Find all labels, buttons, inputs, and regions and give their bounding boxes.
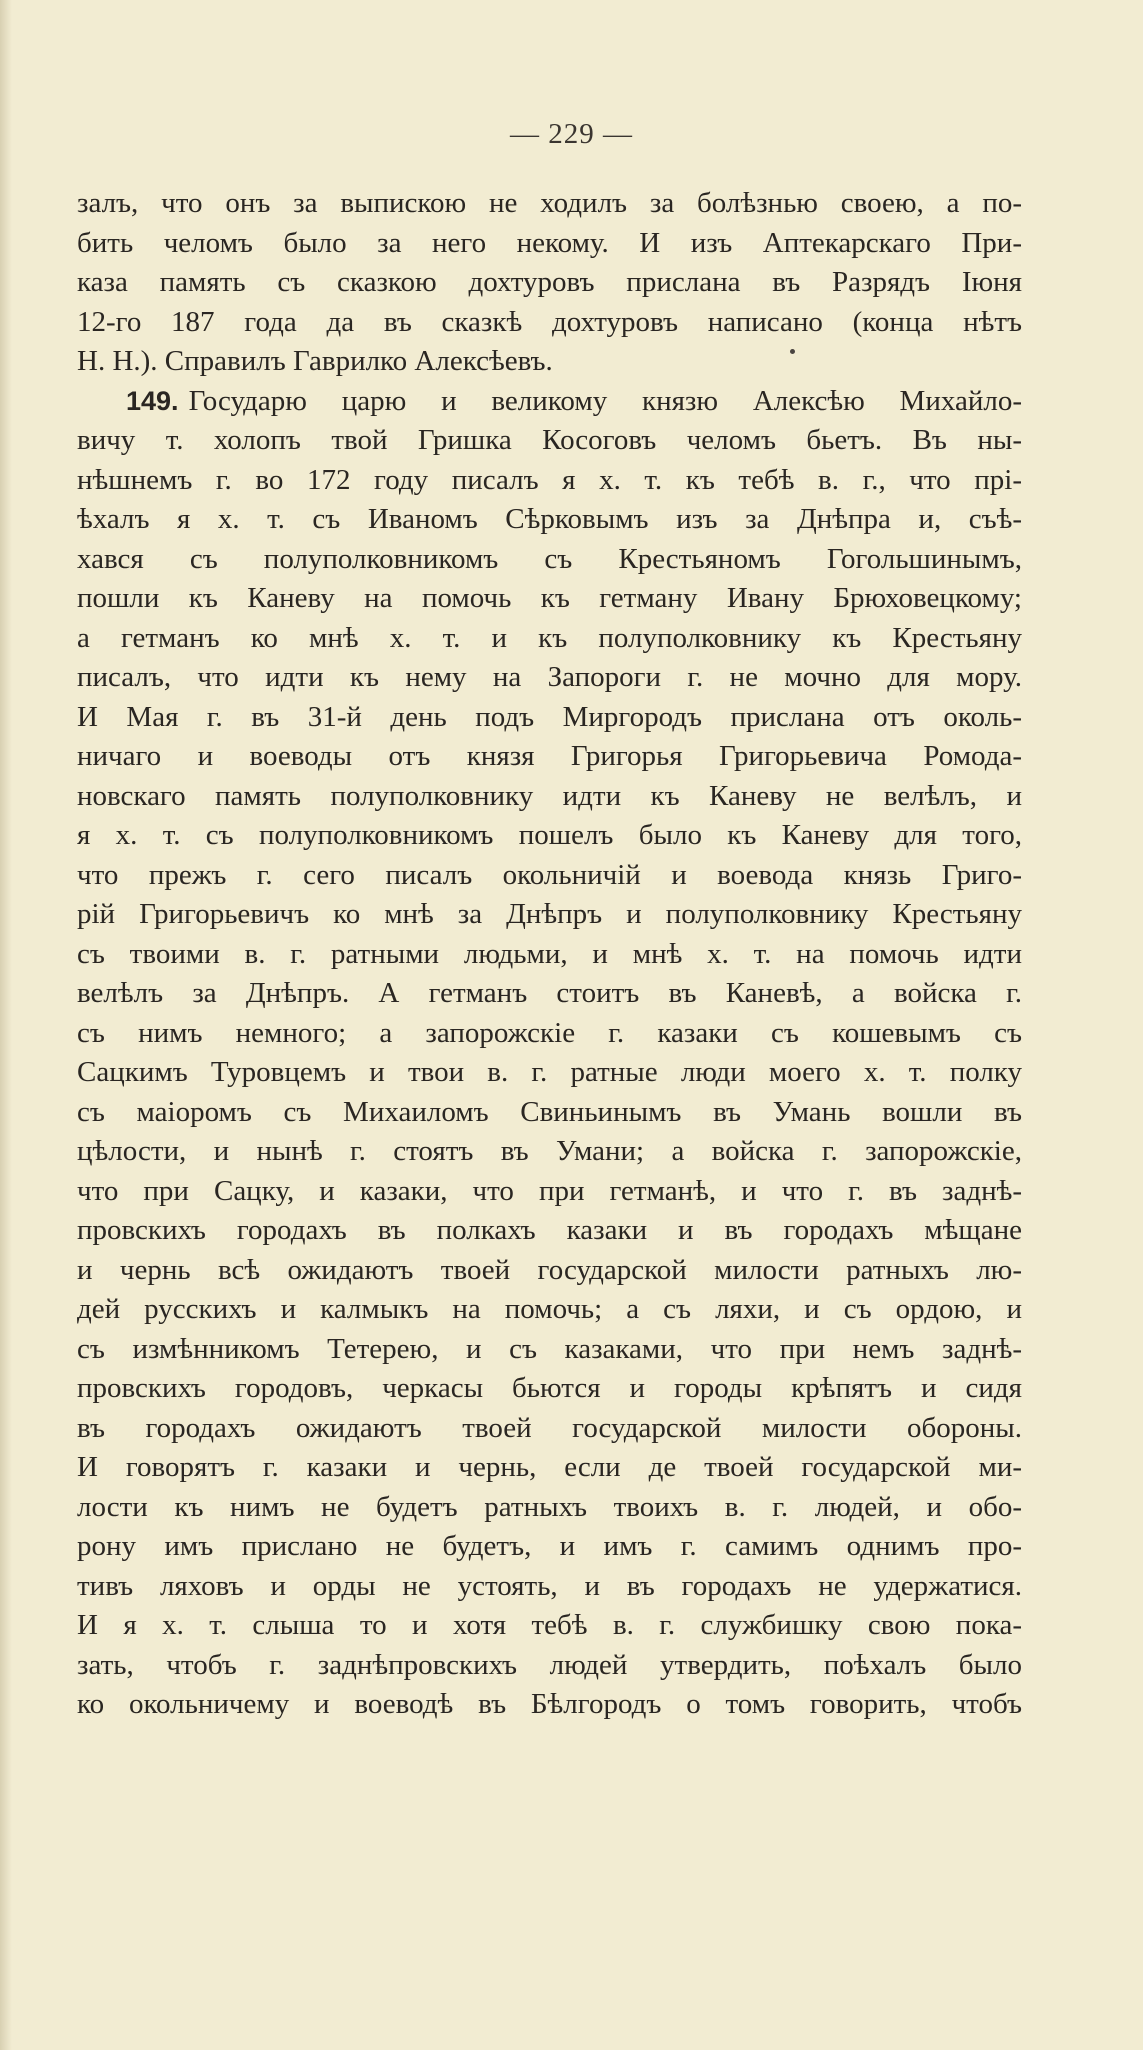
text-line: съ маіоромъ съ Михаиломъ Свиньинымъ въ Умань вошли въ: [77, 1095, 1022, 1128]
text-line: велѣлъ за Днѣпръ. А гетманъ стоитъ въ Каневѣ, а войска г.: [77, 977, 1022, 1009]
text-line: съ твоими в. г. ратными людьми, и мнѣ х. т. на помочь идти: [77, 937, 1022, 970]
text-line: ко окольничему и воеводѣ въ Бѣлгородъ о томъ говорить, чтобъ: [77, 1688, 1022, 1720]
text-line: каза память съ сказкою дохтуровъ прислана въ Разрядъ Іюня: [77, 266, 1022, 298]
text-line: залъ, что онъ за выпискою не ходилъ за болѣзнью своею, а по-: [77, 187, 1022, 219]
text-line: съ нимъ немного; а запорожскіе г. казаки съ кошевымъ съ: [77, 1016, 1022, 1049]
text-line: рону имъ прислано не будетъ, и имъ г. самимъ однимъ про-: [77, 1530, 1022, 1562]
text-line: цѣлости, и нынѣ г. стоятъ въ Умани; а войска г. запорожскіе,: [77, 1135, 1022, 1167]
text-line: съ измѣнникомъ Тетерею, и съ казаками, что при немъ заднѣ-: [77, 1332, 1022, 1365]
text-line: и чернь всѣ ожидаютъ твоей государской милости ратныхъ лю-: [77, 1253, 1022, 1286]
text-line: 12-го 187 года да въ сказкѣ дохтуровъ написано (конца нѣтъ: [77, 305, 1022, 338]
text-line: провскихъ городахъ въ полкахъ казаки и въ городахъ мѣщане: [77, 1214, 1022, 1246]
text-line: пошли къ Каневу на помочь къ гетману Ивану Брюховецкому;: [77, 582, 1022, 614]
text-line: И говорятъ г. казаки и чернь, если де твоей государской ми-: [77, 1451, 1022, 1483]
text-line: рій Григорьевичъ ко мнѣ за Днѣпръ и полуполковнику Крестьяну: [77, 898, 1022, 930]
text-line: а гетманъ ко мнѣ х. т. и къ полуполковнику къ Крестьяну: [77, 621, 1022, 654]
document-number: 149.: [126, 385, 179, 416]
page-number: — 229 —: [510, 118, 633, 150]
text-line: лости къ нимъ не будетъ ратныхъ твоихъ в. г. людей, и обо-: [77, 1490, 1022, 1523]
text-line: нѣшнемъ г. во 172 году писалъ я х. т. къ тебѣ в. г., что прі-: [77, 463, 1022, 496]
text-line: Сацкимъ Туровцемъ и твои в. г. ратные люди моего х. т. полку: [77, 1056, 1022, 1088]
text-line: я х. т. съ полуполковникомъ пошелъ было къ Каневу для того,: [77, 819, 1022, 851]
text-line: зать, чтобъ г. заднѣпровскихъ людей утвердить, поѣхалъ было: [77, 1648, 1022, 1681]
text-line: бить челомъ было за него некому. И изъ Аптекарскаго При-: [77, 226, 1022, 259]
ink-dot: [790, 349, 795, 354]
paragraph-first-line: [77, 382, 1022, 422]
text-line: въ городахъ ожидаютъ твоей государской милости обороны.: [77, 1411, 1022, 1444]
text-line: И Мая г. въ 31-й день подъ Миргородъ прислана отъ околь-: [77, 700, 1022, 733]
text-line: писалъ, что идти къ нему на Запороги г. не мочно для мору.: [77, 661, 1022, 693]
text-line-content: Государю царю и великому князю Алексѣю Михайло-: [188, 384, 1022, 417]
text-line: хався съ полуполковникомъ съ Крестьяномъ Гогольшинымъ,: [77, 542, 1022, 575]
text-line: что при Сацку, и казаки, что при гетманѣ, и что г. въ заднѣ-: [77, 1174, 1022, 1207]
text-line: что прежъ г. сего писалъ окольничій и воевода князь Григо-: [77, 858, 1022, 891]
text-line: Н. Н.). Справилъ Гаврилко Алексѣевъ.: [77, 345, 553, 377]
text-line: вичу т. холопъ твой Гришка Косоговъ челомъ бьетъ. Въ ны-: [77, 424, 1022, 456]
text-line: новскаго память полуполковнику идти къ Каневу не велѣлъ, и: [77, 779, 1022, 812]
text-line: ѣхалъ я х. т. съ Иваномъ Сѣрковымъ изъ за Днѣпра и, съѣ-: [77, 503, 1022, 535]
page-body-text: [77, 184, 1022, 1725]
text-line: дей русскихъ и калмыкъ на помочь; а съ ляхи, и съ ордою, и: [77, 1293, 1022, 1325]
text-line: провскихъ городовъ, черкасы бьются и городы крѣпятъ и сидя: [77, 1372, 1022, 1404]
text-line: И я х. т. слыша то и хотя тебѣ в. г. службишку свою пока-: [77, 1609, 1022, 1641]
text-line: ничаго и воеводы отъ князя Григорья Григорьевича Ромода-: [77, 740, 1022, 772]
text-line: тивъ ляховъ и орды не устоять, и въ городахъ не удержатися.: [77, 1569, 1022, 1602]
